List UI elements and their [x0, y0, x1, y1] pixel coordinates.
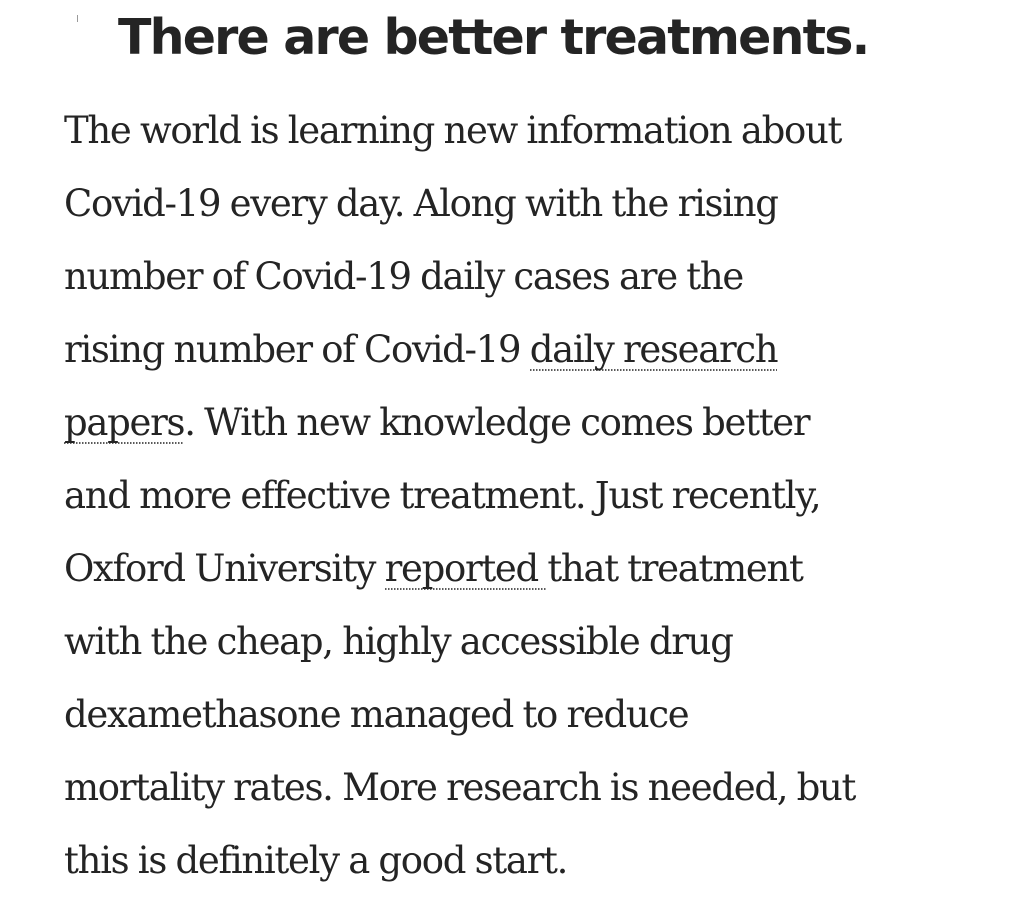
text-run: rising number of Covid-19 — [64, 328, 530, 371]
paragraph-line — [64, 605, 1014, 678]
text-run: this is definitely a good start. — [64, 839, 568, 882]
text-run: with the cheap, highly accessible drug — [64, 620, 733, 663]
paragraph-line — [64, 678, 1014, 751]
text-run: The world is learning new information about — [64, 109, 842, 152]
paragraph-line — [64, 459, 1014, 532]
link-daily-research-papers[interactable]: daily research — [530, 328, 778, 375]
text-run: dexamethasone managed to reduce — [64, 693, 689, 736]
text-run: that treatment — [547, 547, 803, 590]
paragraph-line — [64, 532, 1014, 605]
paragraph-line — [64, 94, 1014, 167]
link-daily-research-papers-continued[interactable]: papers — [64, 401, 184, 448]
text-run: Covid-19 every day. Along with the rising — [64, 182, 778, 225]
paragraph-line — [64, 167, 1014, 240]
article-paragraph — [64, 94, 1014, 897]
text-run: number of Covid-19 daily cases are the — [64, 255, 743, 298]
paragraph-line — [64, 751, 1014, 824]
text-cursor-mark — [77, 15, 78, 22]
link-reported[interactable]: reported — [385, 547, 548, 594]
paragraph-line — [64, 313, 1014, 386]
paragraph-line — [64, 240, 1014, 313]
paragraph-line — [64, 824, 1014, 897]
text-run: mortality rates. More research is needed, but — [64, 766, 856, 809]
section-heading: There are better treatments. — [118, 9, 869, 66]
text-run: . With new knowledge comes better — [184, 401, 810, 444]
text-run: and more effective treatment. Just recently, — [64, 474, 821, 517]
paragraph-line — [64, 386, 1014, 459]
text-run: Oxford University — [64, 547, 385, 590]
